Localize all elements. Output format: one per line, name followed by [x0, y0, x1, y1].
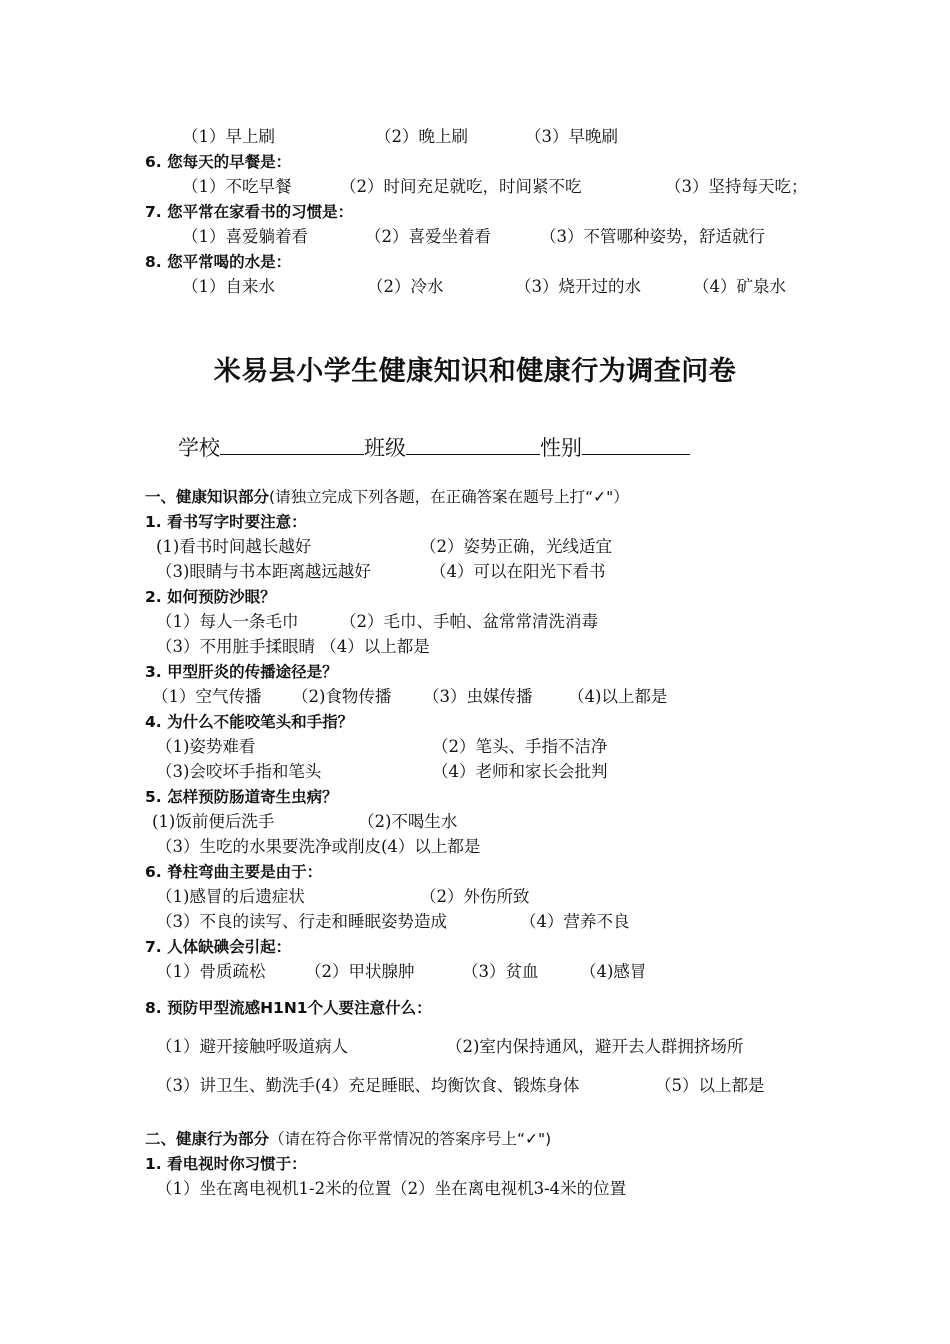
option[interactable]: （2）笔头、手指不洁净: [432, 737, 608, 756]
question: 7. 人体缺碘会引起：: [145, 938, 292, 956]
option[interactable]: （1）空气传播: [152, 687, 262, 706]
option[interactable]: （3）不管哪种姿势，舒适就行: [540, 227, 765, 246]
question: 8. 预防甲型流感H1N1个人要注意什么：: [145, 999, 432, 1017]
option[interactable]: （2）甲状腺肿: [305, 962, 415, 981]
option[interactable]: （5）以上都是: [655, 1076, 765, 1095]
option[interactable]: （1）避开接触呼吸道病人: [156, 1037, 348, 1056]
question: 6. 脊柱弯曲主要是由于：: [145, 863, 323, 881]
option[interactable]: （1）骨质疏松: [156, 962, 266, 981]
option[interactable]: （2）姿势正确，光线适宜: [420, 537, 612, 556]
option[interactable]: （4）老师和家长会批判: [432, 762, 608, 781]
option[interactable]: （1）坐在离电视机1-2米的位置（2）坐在离电视机3-4米的位置: [156, 1179, 627, 1198]
option[interactable]: （3）不良的读写、行走和睡眠姿势造成: [156, 912, 447, 931]
option[interactable]: （2）冷水: [367, 277, 444, 296]
option[interactable]: (1)看书时间越长越好: [156, 537, 312, 556]
option[interactable]: （2）外伤所致: [420, 887, 530, 906]
info-form: [178, 430, 690, 464]
section-heading: [145, 1128, 551, 1150]
section-title: 一、健康知识部分: [145, 488, 270, 506]
question: 6. 您每天的早餐是：: [145, 153, 292, 171]
class-label: 班级: [364, 436, 406, 460]
option[interactable]: （1)感冒的后遗症状: [156, 887, 305, 906]
option[interactable]: （4）矿泉水: [693, 277, 786, 296]
question: 4. 为什么不能咬笔头和手指？: [145, 713, 354, 731]
survey-title: 米易县小学生健康知识和健康行为调查问卷: [213, 356, 737, 387]
option[interactable]: （3)会咬坏手指和笔头: [156, 762, 322, 781]
option[interactable]: （3）生吃的水果要洗净或削皮(4）以上都是: [156, 837, 481, 856]
section-instruction: (请独立完成下列各题，在正确答案在题号上打“✓"）: [269, 488, 629, 506]
school-field[interactable]: [220, 430, 364, 455]
option[interactable]: （3）早晚刷: [525, 127, 618, 146]
option[interactable]: （3）不用脏手揉眼睛 （4）以上都是: [156, 637, 430, 656]
option[interactable]: （3）烧开过的水: [515, 277, 641, 296]
option[interactable]: （4)感冒: [580, 962, 647, 981]
option[interactable]: （2）喜爱坐着看: [365, 227, 491, 246]
option[interactable]: （1）早上刷: [182, 127, 275, 146]
option[interactable]: （3）坚持每天吃；: [665, 177, 808, 196]
option[interactable]: （2)食物传播: [292, 687, 392, 706]
option[interactable]: （1)姿势难看: [156, 737, 256, 756]
option[interactable]: （1）每人一条毛巾: [156, 612, 299, 631]
question: 7. 您平常在家看书的习惯是：: [145, 203, 354, 221]
option[interactable]: (1)饭前便后洗手: [152, 812, 275, 831]
gender-field[interactable]: [582, 430, 690, 455]
section-title: 二、健康行为部分: [145, 1130, 270, 1148]
option[interactable]: （4）营养不良: [520, 912, 630, 931]
question: 5. 怎样预防肠道寄生虫病？: [145, 788, 338, 806]
option[interactable]: （1）不吃早餐: [182, 177, 292, 196]
question: 8. 您平常喝的水是：: [145, 253, 292, 271]
section-heading: [145, 486, 629, 508]
question: 1. 看电视时你习惯于：: [145, 1155, 307, 1173]
option[interactable]: （2)不喝生水: [358, 812, 458, 831]
gender-label: 性别: [540, 436, 582, 460]
option[interactable]: （1）喜爱躺着看: [182, 227, 308, 246]
class-field[interactable]: [406, 430, 540, 455]
option[interactable]: （3）虫媒传播: [423, 687, 533, 706]
option[interactable]: （4)以上都是: [568, 687, 668, 706]
option[interactable]: （4）可以在阳光下看书: [430, 562, 606, 581]
option[interactable]: （2)室内保持通风，避开去人群拥挤场所: [446, 1037, 744, 1056]
option[interactable]: （2）晚上刷: [375, 127, 468, 146]
section-instruction: （请在符合你平常情况的答案序号上“✓"): [269, 1130, 552, 1148]
option[interactable]: （1）自来水: [182, 277, 275, 296]
question: 1. 看书写字时要注意：: [145, 513, 307, 531]
option[interactable]: （2）毛巾、手帕、盆常常清洗消毒: [340, 612, 598, 631]
option[interactable]: （3）贫血: [462, 962, 539, 981]
question: 2. 如何预防沙眼？: [145, 588, 276, 606]
school-label: 学校: [178, 436, 220, 460]
option[interactable]: （3）讲卫生、勤洗手(4）充足睡眠、均衡饮食、锻炼身体: [156, 1076, 580, 1095]
question: 3. 甲型肝炎的传播途径是？: [145, 663, 338, 681]
option[interactable]: （2）时间充足就吃，时间紧不吃: [340, 177, 582, 196]
option[interactable]: （3)眼睛与书本距离越远越好: [156, 562, 371, 581]
